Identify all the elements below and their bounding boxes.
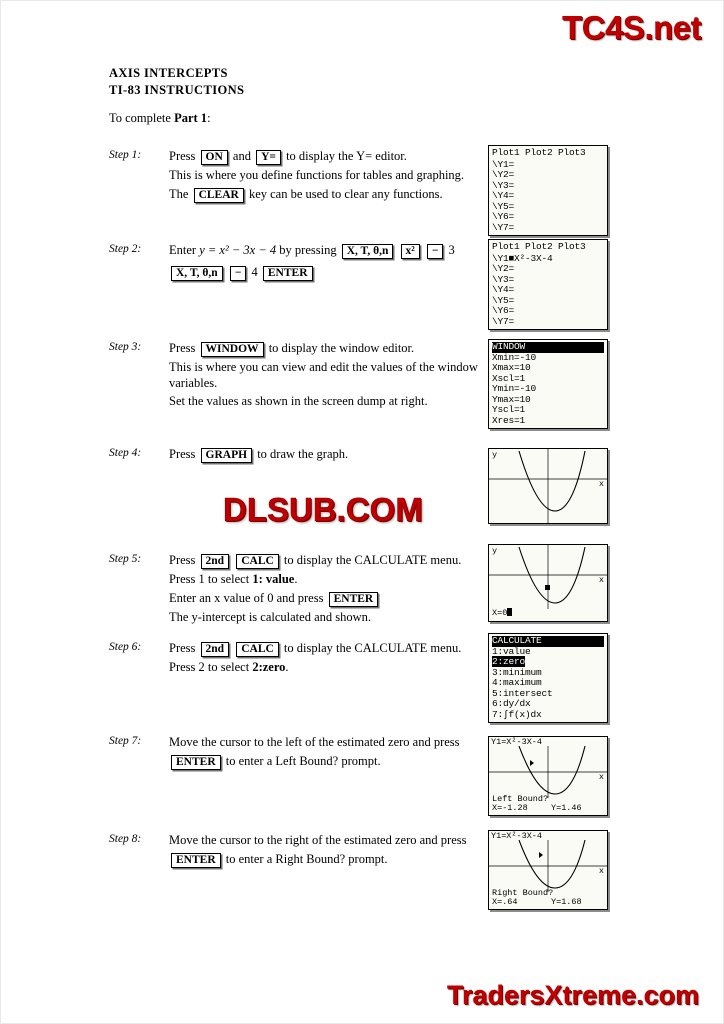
screen-y-editor-filled	[488, 239, 608, 330]
step-3-line-1-post: to display the window editor.	[268, 341, 415, 355]
step-2-label: Step 2:	[109, 243, 142, 255]
step-4-label: Step 4:	[109, 447, 142, 459]
screen3-xmin: Xmin=-10	[492, 351, 537, 363]
step-1-line-3-post: key can be used to clear any functions.	[248, 186, 443, 201]
screen4-ylabel: y	[492, 450, 498, 460]
screen2-line-5: \Y5=	[492, 294, 515, 306]
intro-prefix: To complete	[109, 111, 175, 125]
step-1-press: Press	[169, 149, 196, 163]
key-minus-2[interactable]: −	[230, 266, 247, 281]
step-5-line-2-bold: 1: value	[252, 572, 295, 586]
key-clear[interactable]: CLEAR	[194, 188, 244, 203]
step-8-line-2	[169, 852, 509, 868]
key-enter-step7[interactable]: ENTER	[171, 755, 221, 770]
step-5-line-4: The y-intercept is calculated and shown.	[169, 609, 372, 624]
step-3-line-3: Set the values as shown in the screen dump at right.	[169, 394, 428, 408]
step-1-line-2: This is where you define functions for tables and graphing.	[169, 168, 465, 182]
step-6-press: Press	[169, 641, 196, 655]
screen7-xlabel: x	[598, 772, 604, 782]
step-6-line-2-bold: 2:zero	[252, 660, 286, 674]
step-7-line-2-post: to enter a Left Bound? prompt.	[225, 753, 381, 768]
screen2-line-2: \Y2=	[492, 263, 515, 274]
key-enter[interactable]: ENTER	[263, 266, 313, 281]
screen-graph-right-bound	[488, 830, 608, 910]
step-3-line-1	[169, 341, 499, 357]
watermark-middle: DLSUB.COM	[223, 491, 423, 528]
screen7-readout-x: X=-1.28	[492, 803, 528, 813]
screen3-ymin: Ymin=-10	[492, 383, 537, 394]
step-3-label: Step 3:	[109, 341, 142, 353]
key-y-equals[interactable]: Y=	[256, 150, 281, 165]
step-2-digit-3: 3	[448, 243, 455, 257]
step-3-body	[169, 341, 499, 410]
screen8-xlabel: x	[598, 866, 604, 876]
key-minus[interactable]: −	[427, 244, 444, 259]
step-6-line-1-post: to display the CALCULATE menu.	[283, 641, 462, 655]
step-2-equation: y = x² − 3x − 4	[199, 243, 277, 257]
menu-item-intersect[interactable]: 5:intersect	[492, 687, 553, 699]
screen2-line-6: \Y6=	[492, 305, 515, 316]
key-calc-step6[interactable]: CALC	[236, 642, 279, 657]
key-enter-step8[interactable]: ENTER	[171, 853, 221, 868]
menu-item-minimum[interactable]: 3:minimum	[492, 666, 542, 678]
menu-item-zero-label: 2:zero	[492, 656, 526, 667]
menu-item-maximum[interactable]: 4:maximum	[492, 677, 542, 688]
menu-item-zero[interactable]	[492, 657, 604, 668]
page-title	[109, 65, 244, 99]
screen5-readout	[492, 608, 512, 618]
screen6-title: CALCULATE	[492, 636, 604, 647]
step-8-line-2-post: to enter a Right Bound? prompt.	[225, 851, 388, 866]
step-5-line-2-pre: Press 1 to select	[169, 572, 253, 586]
step-7-line-1: Move the cursor to the left of the estimated zero and press	[169, 735, 460, 749]
intro-suffix: :	[207, 111, 211, 125]
screen5-xlabel: x	[598, 575, 604, 585]
step-8-line-1: Move the cursor to the right of the estimated zero and press	[169, 833, 467, 847]
screen5-cursor	[507, 608, 512, 616]
step-7-body	[169, 735, 509, 770]
step-8-label: Step 8:	[109, 833, 142, 845]
step-6-line-2-pre: Press 2 to select	[169, 660, 253, 674]
screen1-line-1: \Y1=	[492, 158, 515, 170]
screen4-xlabel: x	[598, 479, 604, 489]
step-7-line-2	[169, 754, 509, 770]
menu-item-integral[interactable]: 7:∫f(x)dx	[492, 708, 542, 720]
screen1-line-5: \Y5=	[492, 200, 515, 212]
step-1-label: Step 1:	[109, 149, 142, 161]
screen3-xmax: Xmax=10	[492, 362, 531, 373]
screen8-prompt: Right Bound?	[492, 888, 554, 898]
step-1-and: and	[232, 149, 251, 163]
step-5-label: Step 5:	[109, 553, 142, 565]
menu-item-value[interactable]: 1:value	[492, 645, 531, 657]
step-4-press: Press	[169, 447, 196, 461]
step-1-line-1-post: to display the Y= editor.	[286, 149, 407, 163]
screen1-line-4: \Y4=	[492, 190, 515, 201]
screen1-line-2: \Y2=	[492, 169, 515, 180]
screen3-xscl: Xscl=1	[492, 372, 526, 384]
step-3-press: Press	[169, 341, 196, 355]
title-line-2: TI-83 INSTRUCTIONS	[109, 83, 245, 97]
screen8-header: Y1=X²-3X-4	[491, 831, 543, 841]
screen7-prompt: Left Bound?	[492, 794, 549, 804]
screen-graph-plain	[488, 448, 608, 524]
screen-graph-value	[488, 544, 608, 622]
screen1-line-3: \Y3=	[492, 179, 515, 191]
screen3-yscl: Yscl=1	[492, 404, 526, 415]
key-on[interactable]: ON	[201, 150, 228, 165]
key-x-t-theta-n-2[interactable]: X, T, θ,n	[171, 266, 223, 281]
screen-y-editor-empty	[488, 145, 608, 236]
intro-bold: Part 1	[174, 111, 208, 125]
step-4-line-1-post: to draw the graph.	[257, 447, 349, 461]
key-calc[interactable]: CALC	[236, 554, 279, 569]
step-5-line-1-post: to display the CALCULATE menu.	[283, 553, 462, 567]
step-1-the: The	[169, 186, 189, 201]
screen1-line-6: \Y6=	[492, 211, 515, 222]
screen2-line-3: \Y3=	[492, 273, 515, 285]
watermark-bottom: TradersXtreme.com	[446, 980, 699, 1010]
key-window[interactable]: WINDOW	[201, 342, 264, 357]
screen3-ymax: Ymax=10	[492, 393, 531, 405]
screen1-plots: Plot1 Plot2 Plot3	[492, 147, 586, 158]
key-enter-step5[interactable]: ENTER	[329, 592, 379, 607]
step-8	[109, 833, 509, 871]
screen8-readout-x: X=.64	[492, 897, 518, 907]
screen-graph-left-bound	[488, 736, 608, 816]
screen7-readout-y: Y=1.46	[551, 803, 582, 813]
step-7-label: Step 7:	[109, 735, 142, 747]
step-2-digit-4: 4	[251, 265, 258, 279]
step-8-body	[169, 833, 509, 868]
menu-item-dydx[interactable]: 6:dy/dx	[492, 698, 531, 709]
step-3	[109, 341, 499, 413]
screen3-xres: Xres=1	[492, 414, 526, 426]
watermark-top: TC4S.net	[561, 9, 701, 46]
screen1-line-7: \Y7=	[492, 221, 515, 233]
key-graph[interactable]: GRAPH	[201, 448, 253, 463]
step-3-line-2: This is where you can view and edit the values of the window variables.	[169, 360, 478, 390]
key-2nd[interactable]: 2nd	[201, 554, 230, 569]
step-6-line-2-post: .	[285, 660, 289, 674]
screen5-readout-text: X=0	[492, 608, 508, 618]
title-line-1: AXIS INTERCEPTS	[109, 66, 228, 80]
key-x-squared[interactable]: x²	[401, 244, 420, 259]
key-2nd-step6[interactable]: 2nd	[201, 642, 230, 657]
screen7-header: Y1=X²-3X-4	[491, 737, 543, 747]
screen5-ylabel: y	[492, 546, 498, 556]
screen-window	[488, 339, 608, 429]
step-6-label: Step 6:	[109, 641, 142, 653]
intro-text	[109, 111, 211, 126]
step-5-line-2-post: .	[294, 572, 298, 586]
step-5-press: Press	[169, 553, 196, 567]
screen-calculate-menu	[488, 633, 608, 723]
step-5-line-3-pre: Enter an x value of 0 and press	[169, 590, 324, 605]
screen2-plots: Plot1 Plot2 Plot3	[492, 241, 586, 252]
step-2-bypressing: by pressing	[279, 243, 337, 257]
screen3-title: WINDOW	[492, 342, 604, 353]
screen2-line-7: \Y7=	[492, 315, 515, 327]
key-x-t-theta-n[interactable]: X, T, θ,n	[342, 244, 394, 259]
step-7	[109, 735, 509, 773]
screen8-readout-y: Y=1.68	[551, 897, 582, 907]
screen2-line-1: \Y1■X²-3X-4	[492, 252, 553, 264]
screen2-line-4: \Y4=	[492, 284, 515, 295]
step-2-enter: Enter	[169, 243, 197, 257]
